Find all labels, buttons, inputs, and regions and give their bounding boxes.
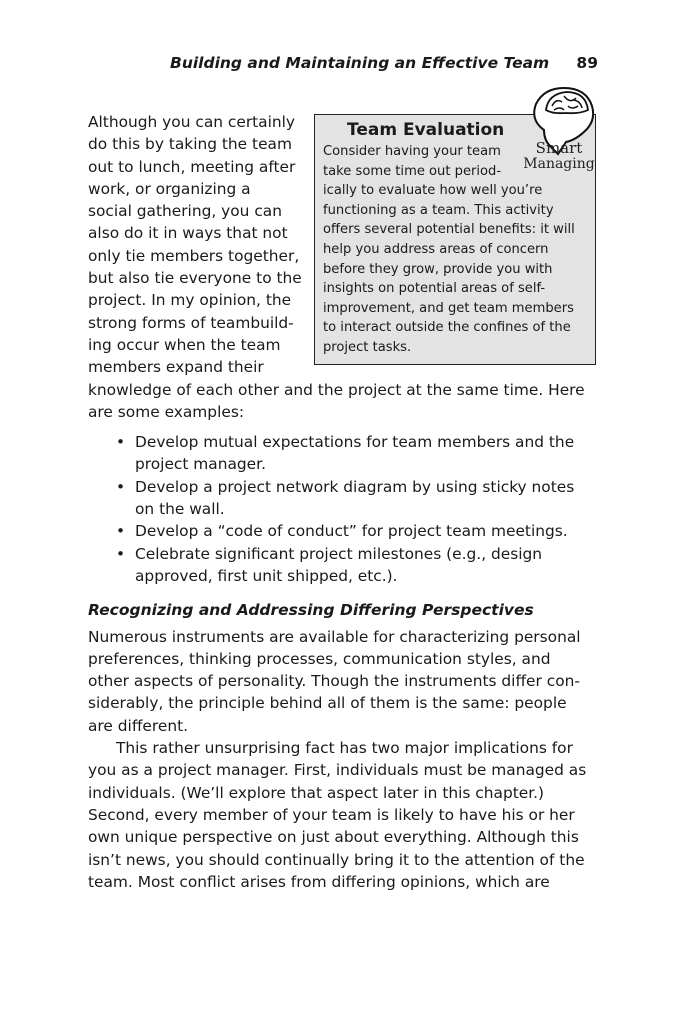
intro-line: strong forms of teambuild- bbox=[88, 313, 294, 332]
intro-line: do this by taking the team bbox=[88, 135, 292, 154]
sidebar-line: Consider having your team bbox=[323, 144, 501, 159]
sidebar-line: take some time out period- bbox=[323, 163, 502, 179]
bullet-glyph: • bbox=[116, 522, 126, 541]
list-item bbox=[116, 543, 594, 588]
sidebar-line: ically to evaluate how well you’re bbox=[323, 183, 543, 199]
sidebar-line: offers several potential benefits: it will bbox=[323, 222, 575, 238]
sidebar-line: before they grow, provide you with bbox=[323, 261, 553, 277]
logo-line-smart: Smart bbox=[535, 139, 583, 157]
bullet-glyph: • bbox=[116, 433, 126, 452]
running-header bbox=[170, 54, 598, 76]
sidebar-line: to interact outside the confines of the bbox=[323, 320, 571, 336]
section-paragraph-1: Numerous instruments are available for characterizing personal preferences, thinking processes, communication styles, and other aspects of personality. Though the instruments differ con-siderably, the principle behind all of them is the same: people are different. bbox=[88, 627, 581, 735]
logo-line-managing: Managing bbox=[523, 156, 595, 172]
list-item-text: Celebrate significant project milestones (e.g., design approved, first unit shipped, etc.). bbox=[135, 544, 543, 585]
sidebar-line: improvement, and get team members bbox=[323, 300, 574, 316]
intro-line: also do it in ways that not bbox=[88, 224, 288, 243]
intro-line: ing occur when the team bbox=[88, 335, 281, 354]
intro-line: out to lunch, meeting after bbox=[88, 157, 296, 176]
body-text bbox=[88, 111, 594, 893]
intro-line: only tie members together, bbox=[88, 246, 300, 265]
intro-continuation: knowledge of each other and the project at the same time. Here are some examples: bbox=[88, 380, 585, 421]
section-paragraph-2: This rather unsurprising fact has two major implications for you as a project manager. First, individuals must be managed as individuals. (We’ll explore that aspect later in this chapter.) Second, every member of your team is likely to have his or her own unique perspective on just about everything. Although this isn’t news, you should continually bring it to the attention of the team. Most conflict arises from differing opinions, which are bbox=[88, 739, 587, 891]
list-item-text: Develop a “code of conduct” for project team meetings. bbox=[135, 522, 568, 541]
intro-line: members expand their bbox=[88, 358, 264, 377]
sidebar-title: Team Evaluation bbox=[347, 120, 505, 140]
examples-list bbox=[88, 431, 594, 587]
intro-paragraph bbox=[88, 111, 594, 379]
intro-line: but also tie everyone to the bbox=[88, 269, 302, 288]
list-item-text: Develop mutual expectations for team members and the project manager. bbox=[135, 433, 575, 474]
intro-line: work, or organizing a bbox=[88, 179, 251, 198]
sidebar-line: insights on potential areas of self- bbox=[323, 281, 546, 297]
list-item bbox=[116, 520, 594, 542]
chapter-title: Building and Maintaining an Effective Team bbox=[170, 54, 550, 72]
sidebar-line: functioning as a team. This activity bbox=[323, 202, 554, 218]
intro-line: social gathering, you can bbox=[88, 202, 282, 221]
list-item bbox=[116, 476, 594, 521]
bullet-glyph: • bbox=[116, 544, 126, 563]
intro-line: Although you can certainly bbox=[88, 113, 296, 131]
page-number: 89 bbox=[576, 54, 598, 72]
intro-line: project. In my opinion, the bbox=[88, 291, 292, 310]
bullet-glyph: • bbox=[116, 477, 126, 496]
sidebar-line: help you address areas of concern bbox=[323, 241, 549, 257]
list-item bbox=[116, 431, 594, 476]
section-heading: Recognizing and Addressing Differing Perspectives bbox=[88, 601, 534, 620]
sidebar-line: project tasks. bbox=[323, 339, 412, 355]
list-item-text: Develop a project network diagram by using sticky notes on the wall. bbox=[135, 477, 575, 519]
